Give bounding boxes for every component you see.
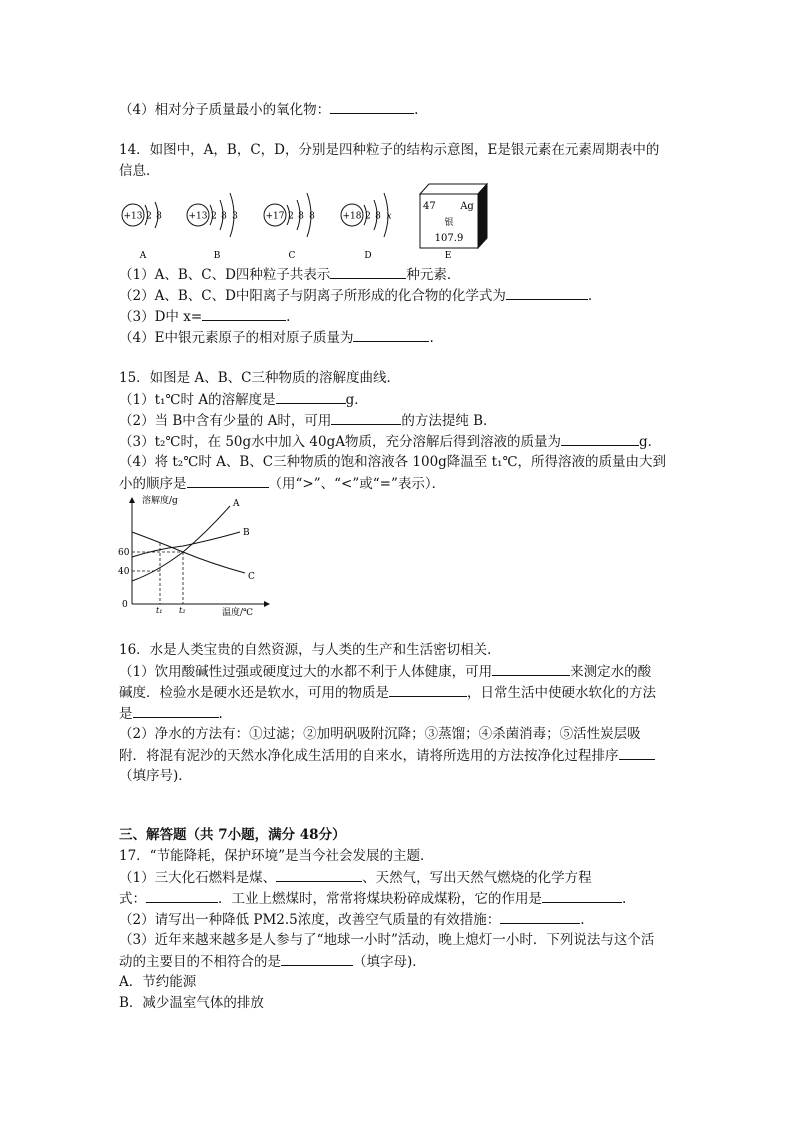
answer-blank[interactable] xyxy=(276,867,362,882)
solubility-curve-chart xyxy=(117,494,277,616)
particle-A-nucleus: +13 xyxy=(123,211,143,222)
particle-A xyxy=(122,202,162,260)
particle-D-shell1: 2 xyxy=(365,211,371,222)
q17-stem: 17．“节能降耗，保护环境”是当今社会发展的主题． xyxy=(119,848,434,864)
answer-blank[interactable] xyxy=(506,285,588,300)
q15-part2: （2）当 B中含有少量的 A时，可用 的方法提纯 B． xyxy=(119,410,497,431)
particle-B-nucleus: +13 xyxy=(188,211,208,222)
atomic-structure-diagrams xyxy=(118,180,498,260)
answer-blank[interactable] xyxy=(500,909,580,924)
q15-part4-line1: （4）将 t₂℃时 A、B、C三种物质的饱和溶液各 100g降温至 t₁℃，所得溶液的质量由大到 xyxy=(119,454,667,470)
answer-blank[interactable] xyxy=(492,661,570,676)
particle-D-shell2: 8 xyxy=(375,211,381,222)
q15-stem: 15．如图是 A、B、C三种物质的溶解度曲线． xyxy=(119,370,400,386)
curve-B-label: B xyxy=(243,528,250,538)
element-symbol: Ag xyxy=(460,201,474,212)
chart-ytick-60: 60 xyxy=(118,548,130,558)
particle-A-shell1: 2 xyxy=(146,211,152,222)
particle-D xyxy=(341,193,392,260)
particle-B-label: B xyxy=(213,251,221,260)
q17-option-A: A．节约能源 xyxy=(119,974,197,990)
chart-ytick-40: 40 xyxy=(118,567,130,577)
element-tile-silver xyxy=(420,184,487,260)
answer-blank[interactable] xyxy=(389,682,467,697)
particle-A-label: A xyxy=(139,251,147,260)
particle-C-shell1: 2 xyxy=(288,211,294,222)
answer-blank[interactable] xyxy=(146,888,218,903)
answer-blank[interactable] xyxy=(619,745,655,760)
q15-part1: （1）t₁℃时 A的溶解度是 g． xyxy=(119,389,368,410)
element-atomic-mass: 107.9 xyxy=(434,233,464,244)
particle-C-shell3: 8 xyxy=(309,211,315,222)
answer-blank[interactable] xyxy=(281,951,353,966)
q17-part1-line1: （1）三大化石燃料是煤、 、天然气，写出天然气燃烧的化学方程 xyxy=(119,867,592,888)
answer-blank[interactable] xyxy=(561,431,639,446)
q14-part1: （1）A、B、C、D四种粒子共表示 种元素． xyxy=(119,264,460,285)
answer-blank[interactable] xyxy=(276,389,346,404)
answer-blank[interactable] xyxy=(353,327,429,342)
q17-part3-line1: （3）近年来越来越多是人参与了“地球一小时”活动，晚上熄灯一小时．下列说法与这个活 xyxy=(119,932,655,948)
answer-blank[interactable] xyxy=(187,473,269,488)
particle-B-shell3: 3 xyxy=(232,211,238,222)
curve-A-label: A xyxy=(233,499,240,509)
q17-part2: （2）请写出一种降低 PM2.5浓度，改善空气质量的有效措施： . xyxy=(119,909,585,930)
q14-part4: （4）E中银元素原子的相对原子质量为 . xyxy=(119,327,434,348)
particle-D-label: D xyxy=(364,251,372,260)
particle-C-shell2: 8 xyxy=(298,211,304,222)
q14-stem-line2: 信息． xyxy=(119,163,160,179)
particle-A-shell2: 8 xyxy=(156,211,162,222)
q16-part2-line2: 附．将混有泥沙的天然水净化成生活用的自来水，请将所选用的方法按净化过程排序 xyxy=(119,745,655,766)
chart-origin-label: 0 xyxy=(122,600,128,610)
q16-part1-line3: 是 . xyxy=(119,703,223,724)
answer-blank[interactable] xyxy=(330,99,414,114)
particle-C-nucleus: +17 xyxy=(265,211,285,222)
q17-option-B: B．减少温室气体的排放 xyxy=(119,995,264,1011)
q14-part2: （2）A、B、C、D中阳离子与阴离子所形成的化合物的化学式为 . xyxy=(119,285,592,306)
curve-A xyxy=(132,506,230,581)
particle-B-shell2: 8 xyxy=(221,211,227,222)
particle-C xyxy=(264,193,315,260)
q14-part3: （3）D中 x= . xyxy=(119,306,290,327)
particle-B xyxy=(187,193,238,260)
answer-blank[interactable] xyxy=(331,410,401,425)
q17-part3-line2: 动的主要目的不相符合的是 （填字母)． xyxy=(119,951,426,972)
q15-part4-line2: 小的顺序是 （用“>”、“<”或“=”表示）． xyxy=(119,473,445,494)
answer-blank[interactable] xyxy=(330,264,406,279)
answer-blank[interactable] xyxy=(202,306,286,321)
chart-xtick-t2: t₂ xyxy=(179,606,186,615)
particle-D-shell3: x xyxy=(386,211,392,222)
particle-B-shell1: 2 xyxy=(211,211,217,222)
particle-D-nucleus: +18 xyxy=(342,211,362,222)
q16-part2-line1: （2）净水的方法有：①过滤；②加明矾吸附沉降；③蒸馏；④杀菌消毒；⑤活性炭层吸 xyxy=(119,726,641,742)
answer-blank[interactable] xyxy=(133,703,219,718)
curve-C-label: C xyxy=(248,572,255,582)
element-atomic-number: 47 xyxy=(423,201,436,212)
q14-stem-line1: 14．如图中，A，B，C，D，分别是四种粒子的结构示意图，E是银元素在元素周期表中的 xyxy=(119,142,660,158)
element-name: 银 xyxy=(444,218,454,228)
q16-part1-line2: 碱度．检验水是硬水还是软水，可用的物质是 ，日常生活中使硬水软化的方法 xyxy=(119,682,656,703)
element-label: E xyxy=(444,251,452,260)
chart-x-axis-label: 温度/℃ xyxy=(222,608,254,616)
q17-part1-line2: 式： ．工业上燃煤时，常常将煤块粉碎成煤粉，它的作用是 . xyxy=(119,888,626,909)
q16-part1-line1: （1）饮用酸碱性过强或硬度过大的水都不利于人体健康，可用 来测定水的酸 xyxy=(119,661,651,682)
q16-part2-line3: （填序号)． xyxy=(119,768,192,784)
section-3-heading: 三、解答题（共 7小题，满分 48分） xyxy=(119,827,346,843)
chart-y-axis-label: 溶解度/g xyxy=(142,496,178,506)
answer-blank[interactable] xyxy=(542,888,622,903)
q13-part4: （4）相对分子质量最小的氧化物： . xyxy=(119,99,418,120)
chart-xtick-t1: t₁ xyxy=(156,606,163,615)
particle-C-label: C xyxy=(288,251,296,260)
q16-stem: 16．水是人类宝贵的自然资源，与人类的生产和生活密切相关． xyxy=(119,642,501,658)
q15-part3: （3）t₂℃时，在 50g水中加入 40gA物质，充分溶解后得到溶液的质量为 g． xyxy=(119,431,661,452)
